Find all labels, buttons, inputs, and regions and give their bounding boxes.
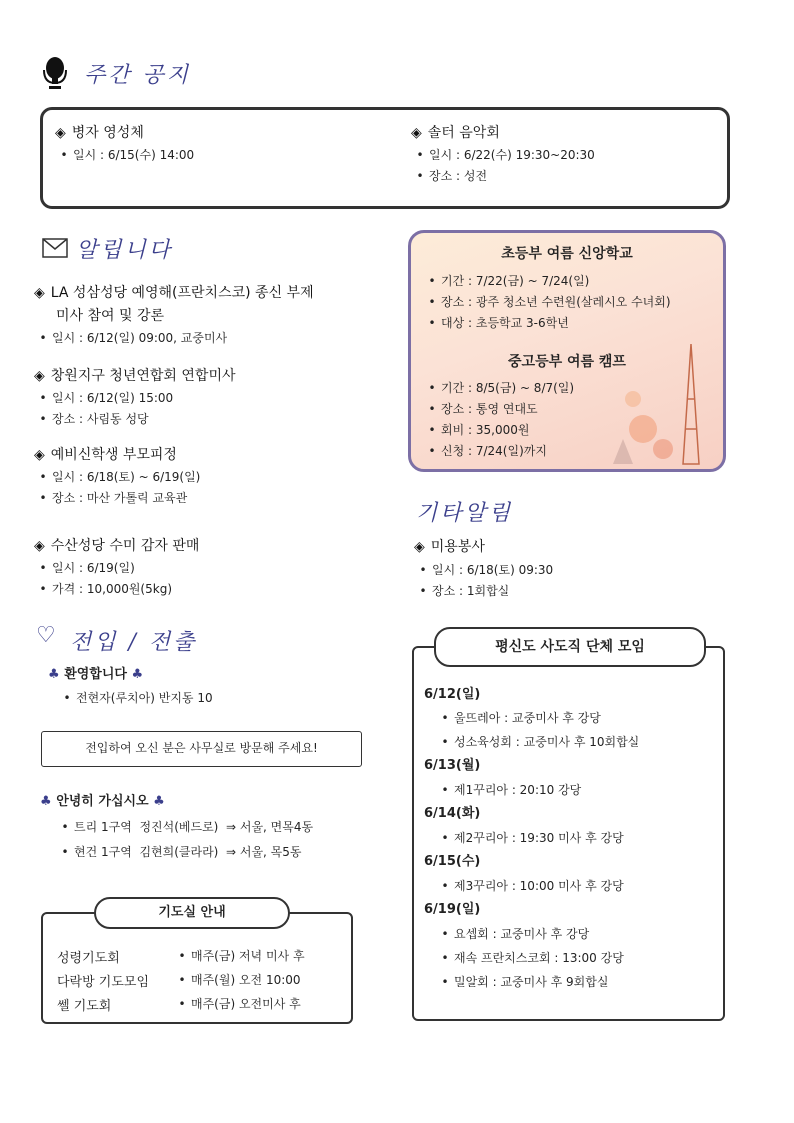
groups-day [424,754,719,802]
groups-item: • 재속 프란치스코회 : 13:00 강당 [424,946,719,970]
welcome-heading [48,663,368,682]
goodbye-item: • 현건 1구역 김현희(클라라) ⇒ 서울, 목5동 [40,842,380,863]
weekly-right-item: • 장소 : 성전 [411,166,721,187]
goodbye-block [40,790,380,863]
prayer-row [57,968,347,992]
weekly-header [40,56,340,92]
weekly-box [40,107,730,209]
notice-item: • 장소 : 사림동 성당 [34,409,394,430]
groups-item: • 성소육성회 : 교중미사 후 10회합실 [424,730,719,754]
weekly-right-item: • 일시 : 6/22(수) 19:30~20:30 [411,145,721,166]
notice-list [34,282,394,600]
weekly-left [55,122,375,166]
groups-item: • 제1꾸리아 : 20:10 강당 [424,778,719,802]
notice-header [42,233,342,263]
notice-group [34,535,394,600]
transfer-header [36,625,336,655]
groups-date: 6/12(일) [424,687,481,702]
prayer-time: • 매주(금) 오전미사 후 [173,994,301,1015]
etc-list [414,536,714,602]
notice-item: • 일시 : 6/18(토) ~ 6/19(일) [34,467,394,488]
weekly-left-item: • 일시 : 6/15(수) 14:00 [55,145,375,166]
notice-group-title: ◈ LA 성삼성당 예영해(프란치스코) 종신 부제 [34,282,394,302]
prayer-row [57,992,347,1016]
club-icon: ♣ [48,667,60,682]
notice-group-title: ◈ 예비신학생 부모피정 [34,444,394,464]
camp-item: • 회비 : 35,000원 [423,420,574,441]
prayer-time: • 매주(금) 저녁 미사 후 [173,946,305,967]
groups-day [424,684,719,754]
club-icon: ♣ [153,794,165,809]
camp-list-2 [423,378,574,462]
notice-item: • 일시 : 6/12(일) 15:00 [34,388,394,409]
groups-item: • 요셉회 : 교중미사 후 강당 [424,922,719,946]
camp-box [408,230,726,472]
transfer-title: 전입 / 전출 [70,630,198,655]
notice-item: • 가격 : 10,000원(5kg) [34,579,394,600]
prayer-rows [57,944,347,1016]
camp-list-1 [423,271,671,334]
prayer-row [57,944,347,968]
camp-item: • 장소 : 통영 연대도 [423,399,574,420]
groups-date: 6/19(일) [424,902,481,917]
groups-title: 평신도 사도직 단체 모임 [434,627,706,667]
heart-icon: ♡ [36,623,56,648]
groups-date: 6/15(수) [424,854,481,869]
groups-list [424,684,719,994]
etc-item-title: ◈ 미용봉사 [414,536,714,556]
camp-title-2: 중고등부 여름 캠프 [508,354,626,370]
prayer-name: 다락방 기도모임 [57,974,150,990]
camp-item: • 신청 : 7/24(일)까지 [423,441,574,462]
club-icon: ♣ [40,794,52,809]
prayer-time: • 매주(월) 오전 10:00 [173,970,301,991]
groups-date: 6/13(월) [424,758,481,773]
groups-item: • 밀알회 : 교중미사 후 9회합실 [424,970,719,994]
welcome-block [48,663,368,709]
notice-group [34,444,394,509]
groups-item: • 제3꾸리아 : 10:00 미사 후 강당 [424,874,719,898]
weekly-right-title: ◈ 솔터 음악회 [411,122,721,142]
weekly-right [411,122,721,187]
groups-day [424,802,719,850]
microphone-icon [40,56,70,90]
transfer-notice-box [41,731,362,767]
etc-item: • 장소 : 1회합실 [414,581,714,602]
welcome-item: • 전현자(루치아) 반지동 10 [48,688,368,709]
weekly-title: 주간 공지 [84,63,192,88]
notice-group-title-line2: 미사 참여 및 강론 [56,308,165,324]
groups-day [424,850,719,898]
transfer-notice-text: 전입하여 오신 분은 사무실로 방문해 주세요! [85,741,318,755]
camp-item: • 기간 : 7/22(금) ~ 7/24(일) [423,271,671,292]
groups-item: • 제2꾸리아 : 19:30 미사 후 강당 [424,826,719,850]
camp-item: • 대상 : 초등학교 3-6학년 [423,313,671,334]
prayer-name: 성령기도회 [57,950,120,966]
groups-day [424,898,719,994]
welcome-label: 환영합니다 [64,667,127,682]
etc-title: 기타알림 [416,501,514,526]
prayer-name: 쎌 기도회 [57,998,112,1014]
notice-item: • 일시 : 6/19(일) [34,558,394,579]
groups-date: 6/14(화) [424,806,481,821]
notice-group-title: ◈ 수산성당 수미 감자 판매 [34,535,394,555]
notice-group-title: ◈ 창원지구 청년연합회 연합미사 [34,365,394,385]
goodbye-item: • 트리 1구역 정진석(베드로) ⇒ 서울, 면목4동 [40,817,380,838]
groups-box [412,646,725,1021]
notice-title: 알립니다 [76,238,174,263]
weekly-left-title: ◈ 병자 영성체 [55,122,375,142]
notice-group [34,282,394,349]
camp-item: • 장소 : 광주 청소년 수련원(살레시오 수녀회) [423,292,671,313]
club-icon: ♣ [131,667,144,682]
goodbye-heading [40,790,380,809]
camp-item: • 기간 : 8/5(금) ~ 8/7(일) [423,378,574,399]
etc-item: • 일시 : 6/18(토) 09:30 [414,560,714,581]
notice-group [34,365,394,430]
notice-item: • 장소 : 마산 가톨릭 교육관 [34,488,394,509]
envelope-icon [42,238,68,258]
groups-item: • 울뜨레아 : 교중미사 후 강당 [424,706,719,730]
camp-title-1: 초등부 여름 신앙학교 [501,246,633,262]
prayer-title: 기도실 안내 [94,897,290,929]
notice-item: • 일시 : 6/12(일) 09:00, 교중미사 [34,328,394,349]
goodbye-label: 안녕히 가십시오 [56,794,149,809]
